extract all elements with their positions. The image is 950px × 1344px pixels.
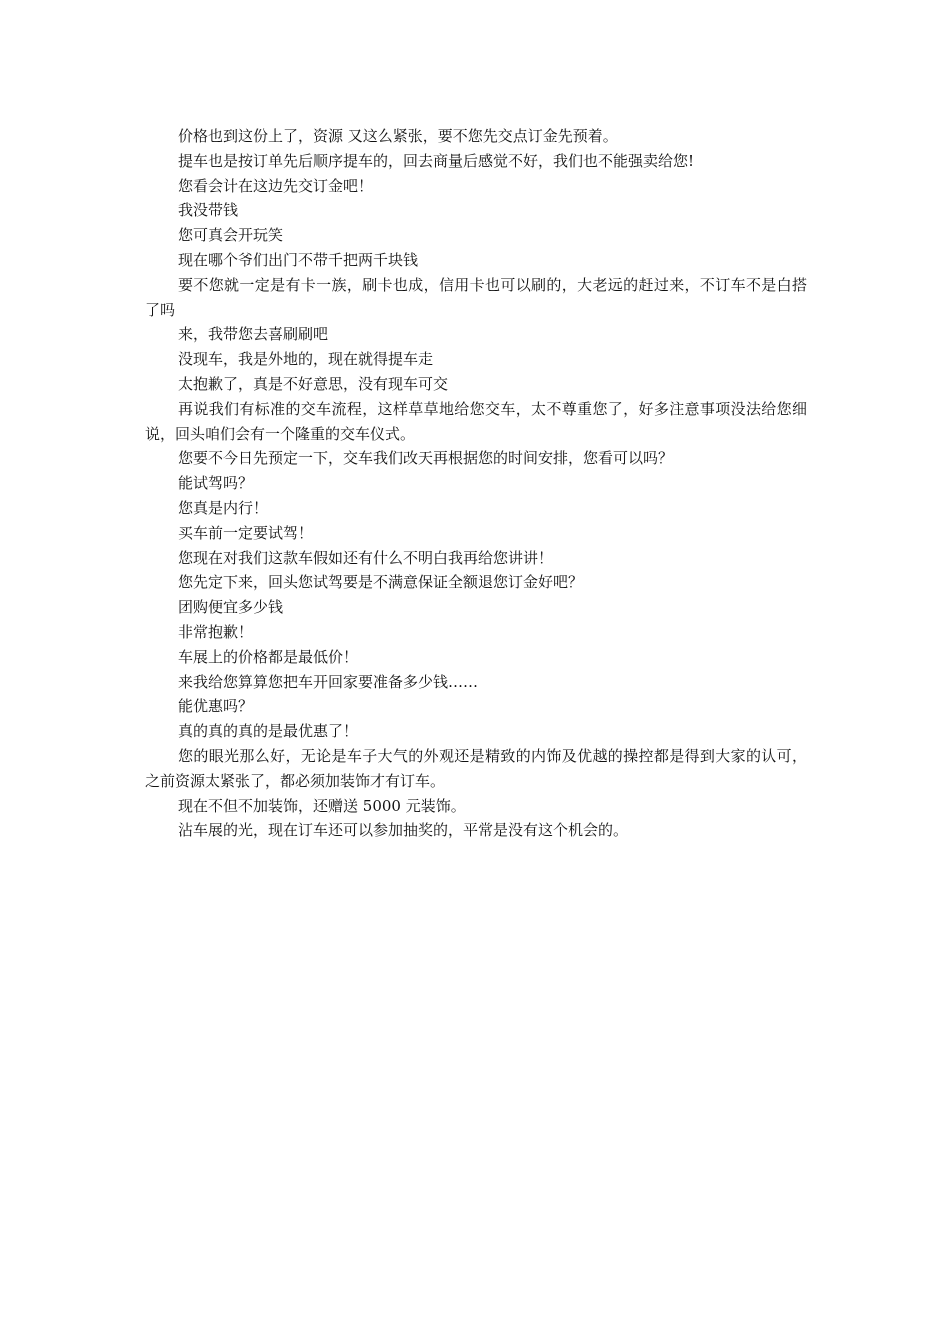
paragraph: 价格也到这份上了，资源 又这么紧张，要不您先交点订金先预着。 [178, 127, 618, 145]
paragraph: 提车也是按订单先后顺序提车的，回去商量后感觉不好，我们也不能强卖给您! [178, 151, 695, 170]
paragraph: 团购便宜多少钱 [178, 598, 284, 617]
paragraph: 您要不今日先预定一下，交车我们改天再根据您的时间安排，您看可以吗？ [178, 449, 674, 468]
paragraph: 来我给您算算您把车开回家要准备多少钱…… [178, 672, 479, 691]
paragraph: 要不您就一定是有卡一族，刷卡也成，信用卡也可以刷的，大老远的赶过来，不订车不是白搭了吗 [145, 275, 807, 319]
paragraph: 再说我们有标准的交车流程，这样草草地给您交车，太不尊重您了，好多注意事项没法给您细说，回头咱们会有一个隆重的交车仪式。 [145, 399, 807, 443]
paragraph: 没现车，我是外地的，现在就得提车走 [178, 350, 434, 369]
paragraph: 我没带钱 [178, 201, 239, 220]
paragraph: 现在不但不加装饰，还赠送 5000 元装饰。 [178, 796, 466, 815]
paragraph: 现在哪个爷们出门不带千把两千块钱 [178, 250, 419, 269]
document-body [145, 124, 807, 843]
paragraph: 您可真会开玩笑 [178, 226, 284, 245]
paragraph: 您真是内行！ [178, 498, 269, 517]
paragraph: 您先定下来，回头您试驾要是不满意保证全额退您订金好吧？ [178, 573, 584, 592]
paragraph: 非常抱歉！ [178, 622, 254, 641]
paragraph: 您看会计在这边先交订金吧！ [178, 176, 374, 195]
paragraph: 太抱歉了，真是不好意思，没有现车可交 [178, 374, 449, 393]
paragraph: 您的眼光那么好，无论是车子大气的外观还是精致的内饰及优越的操控都是得到大家的认可，之前资源太紧张了，都必须加装饰才有订车。 [145, 746, 807, 790]
paragraph: 来，我带您去喜刷刷吧 [178, 325, 329, 344]
paragraph: 能优惠吗？ [178, 697, 254, 716]
paragraph: 您现在对我们这款车假如还有什么不明白我再给您讲讲！ [178, 548, 554, 567]
paragraph: 买车前一定要试驾！ [178, 523, 314, 542]
paragraph: 能试驾吗？ [178, 474, 254, 493]
paragraph: 真的真的真的是最优惠了！ [178, 722, 359, 741]
paragraph: 车展上的价格都是最低价！ [178, 647, 359, 666]
paragraph: 沾车展的光，现在订车还可以参加抽奖的，平常是没有这个机会的。 [178, 821, 629, 840]
